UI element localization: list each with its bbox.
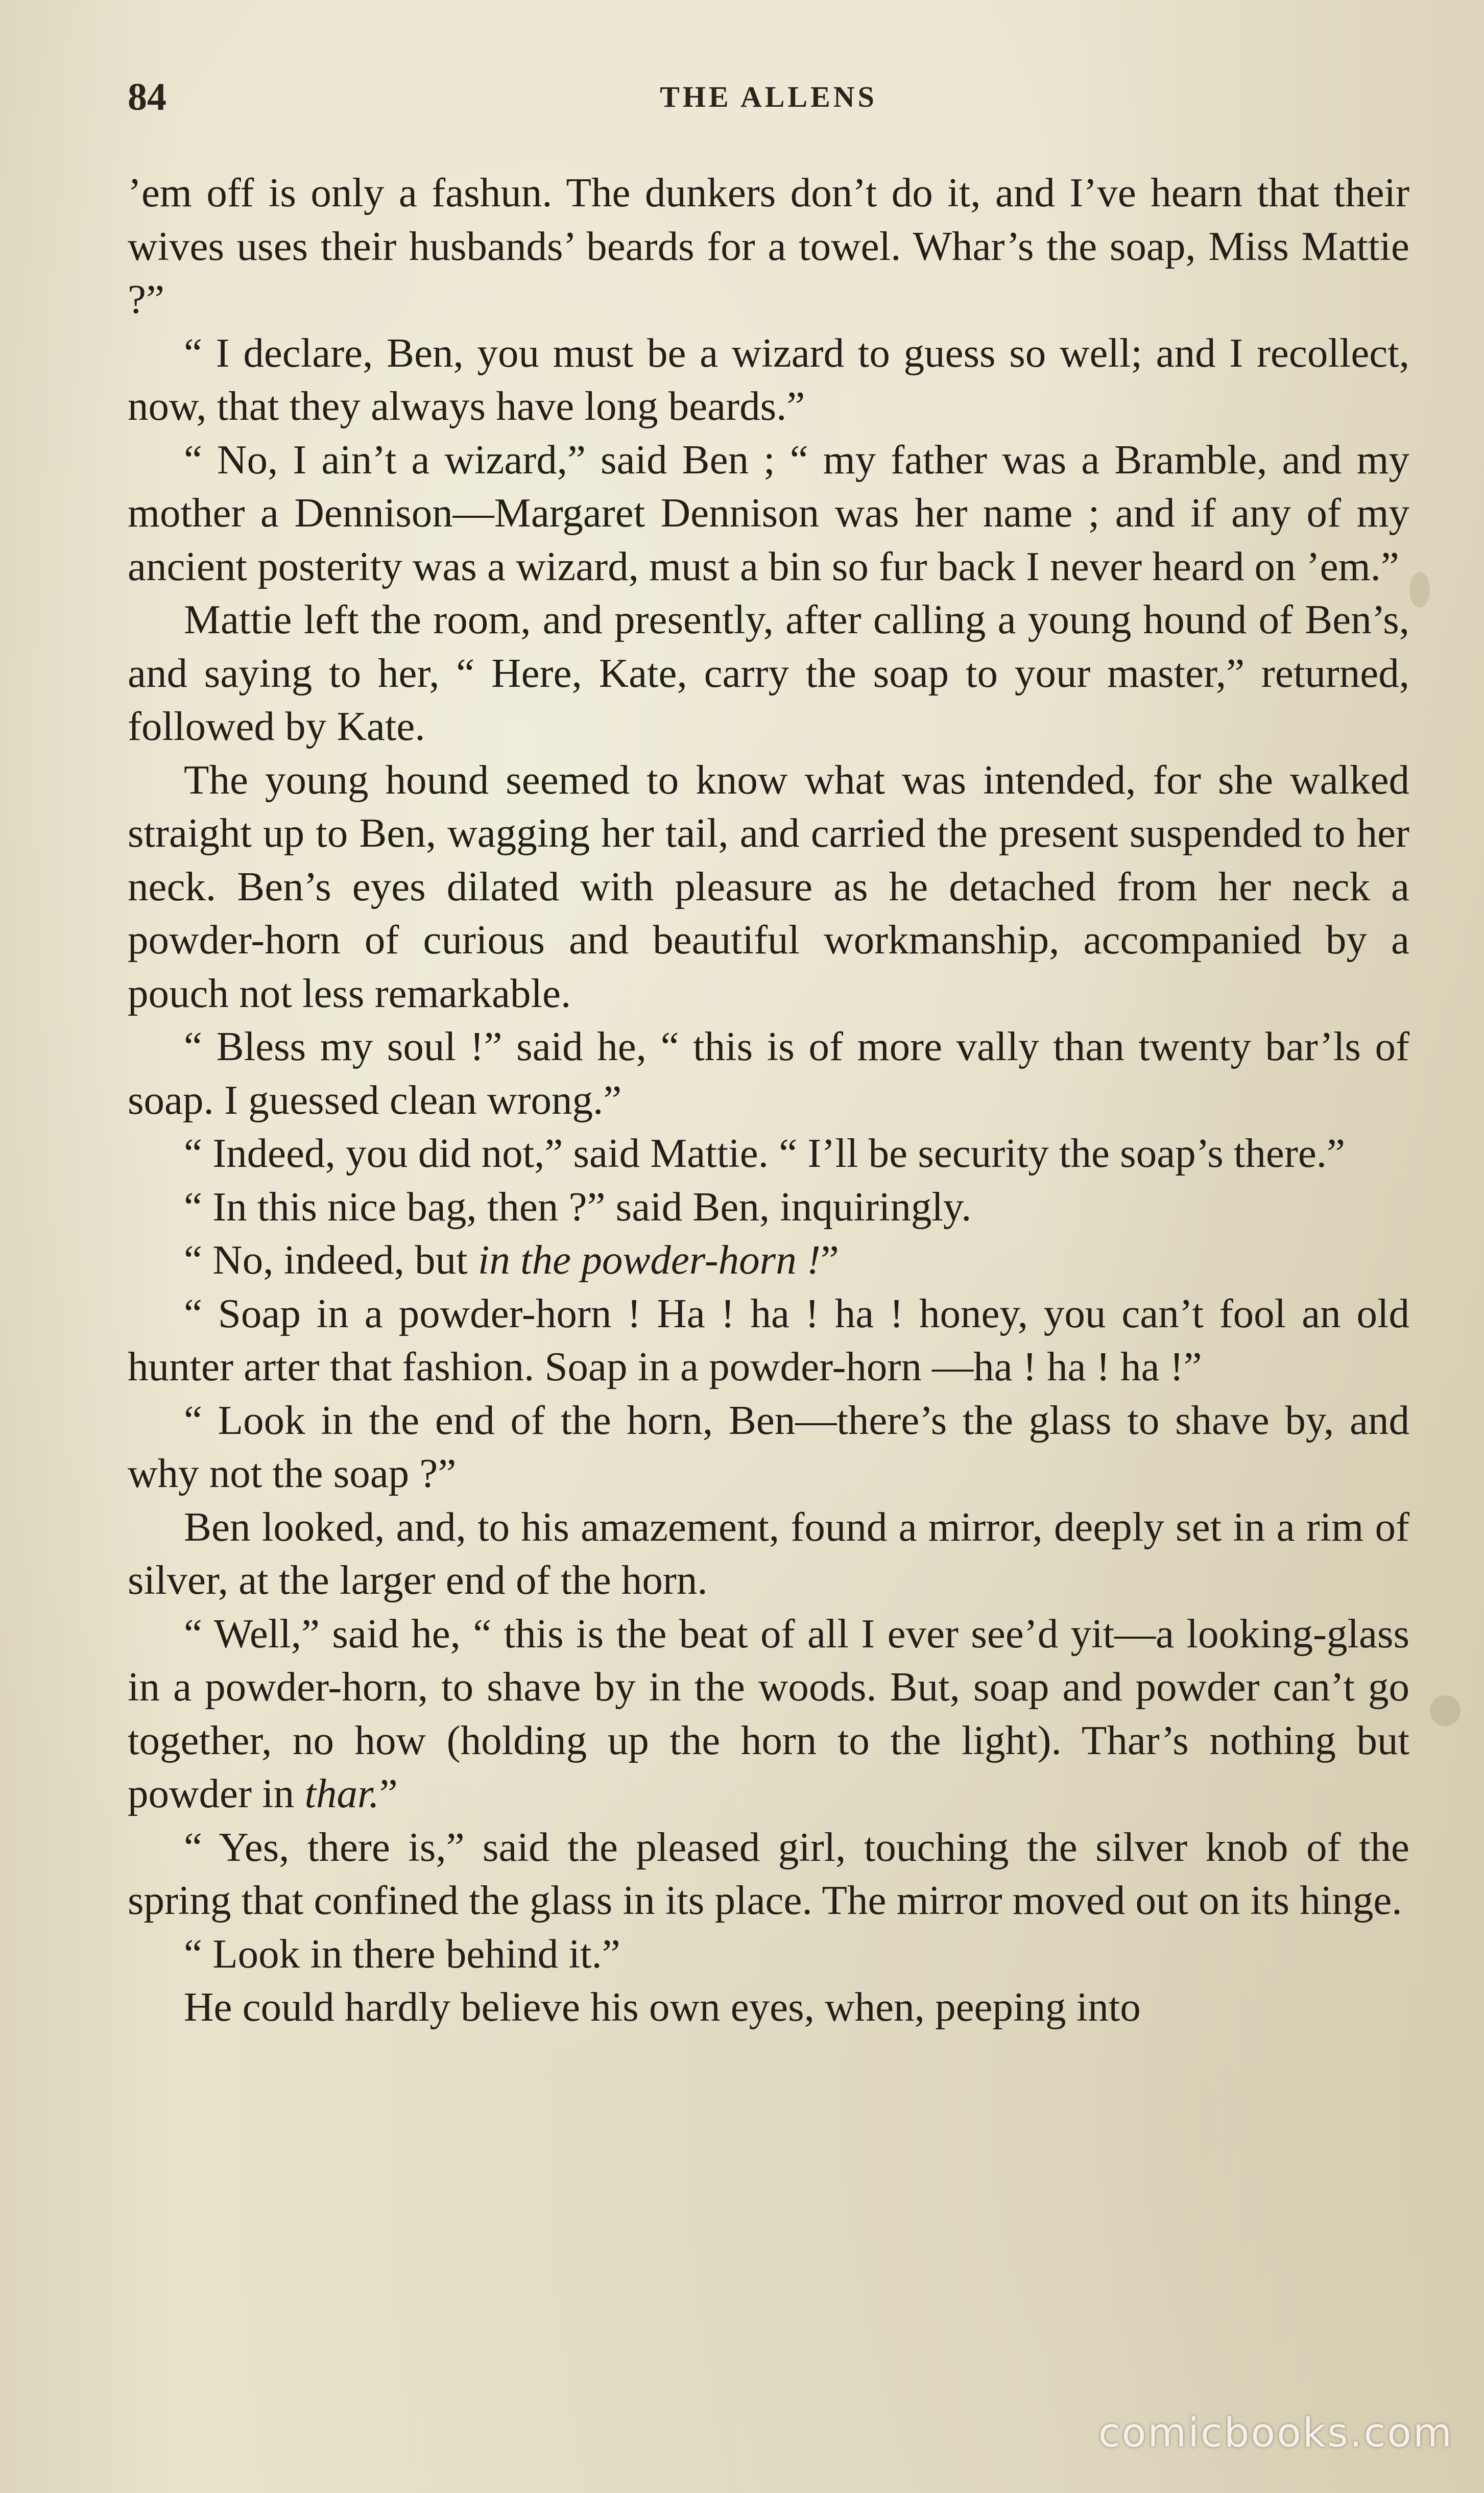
paragraph: “ Yes, there is,” said the pleased girl, touching the silver knob of the spring that confined the glass in its place. The mirror moved out on its hinge.: [128, 1824, 1409, 1923]
paragraph: “ Indeed, you did not,” said Mattie. “ I’ll be security the soap’s there.”: [184, 1130, 1346, 1176]
paragraph-emphasis: [128, 1233, 1409, 1287]
paragraph: Ben looked, and, to his amazement, found a mirror, deeply set in a rim of silver, at the larger end of the horn.: [128, 1503, 1409, 1603]
paragraph-text: “ Well,” said he, “ this is the beat of all I ever see’d yit—a looking-glass in a powder-horn, to shave by in the woods. But, soap and powder can’t go together, no how (holding up the horn to the light). Thar’s nothing but powder in: [128, 1610, 1409, 1816]
paragraph: “ In this nice bag, then ?” said Ben, inquiringly.: [184, 1183, 972, 1230]
body-text: [128, 166, 1409, 2034]
page-number: 84: [128, 76, 166, 118]
paragraph-text: ”: [379, 1770, 398, 1816]
watermark-text: comicbooks.com: [1098, 2410, 1453, 2456]
paragraph: “ Bless my soul !” said he, “ this is of more vally than twenty bar’ls of soap. I guessed clean wrong.”: [128, 1023, 1409, 1123]
paragraph: Mattie left the room, and presently, after calling a young hound of Ben’s, and saying to her, “ Here, Kate, carry the soap to your master,” returned, followed by Kate.: [128, 596, 1409, 749]
paragraph-emphasis: [128, 1607, 1409, 1820]
paragraph-text: “ No, indeed, but: [184, 1237, 468, 1283]
paragraph: “ Look in there behind it.”: [184, 1930, 620, 1977]
paragraph: ’em off is only a fashun. The dunkers don’t do it, and I’ve hearn that their wives uses their husbands’ beards for a towel. Whar’s the soap, Miss Mattie ?”: [128, 170, 1409, 322]
paragraph: “ Look in the end of the horn, Ben—there’s the glass to shave by, and why not the soap ?”: [128, 1397, 1409, 1496]
paragraph: He could hardly believe his own eyes, when, peeping into: [184, 1984, 1141, 2030]
site-watermark: [1065, 2403, 1453, 2464]
paper-stain: [1409, 572, 1430, 608]
paragraph-text: ”: [820, 1237, 839, 1283]
running-head: THE ALLENS: [660, 80, 877, 113]
paragraph: The young hound seemed to know what was intended, for she walked straight up to Ben, wagging her tail, and carried the present suspended to her neck. Ben’s eyes dilated with pleasure as he detached from her neck a powder-horn of curious and beautiful workmanship, accompanied by a pouch not less remarkable.: [128, 756, 1409, 1016]
paper-stain: [1430, 1695, 1461, 1726]
paragraph: “ I declare, Ben, you must be a wizard to guess so well; and I recollect, now, that they always have long beards.”: [128, 329, 1409, 429]
italic-word: thar.: [304, 1770, 379, 1816]
paragraph: “ No, I ain’t a wizard,” said Ben ; “ my father was a Bramble, and my mother a Dennison—Margaret Dennison was her name ; and if any of my ancient posterity was a wizard, must a bin so fur back I never heard on ’em.”: [128, 436, 1409, 589]
italic-phrase: in the powder-horn !: [477, 1237, 821, 1283]
paragraph: “ Soap in a powder-horn ! Ha ! ha ! ha ! honey, you can’t fool an old hunter arter that fashion. Soap in a powder-horn —ha ! ha ! ha !”: [128, 1290, 1409, 1389]
page-header: [128, 71, 1409, 123]
